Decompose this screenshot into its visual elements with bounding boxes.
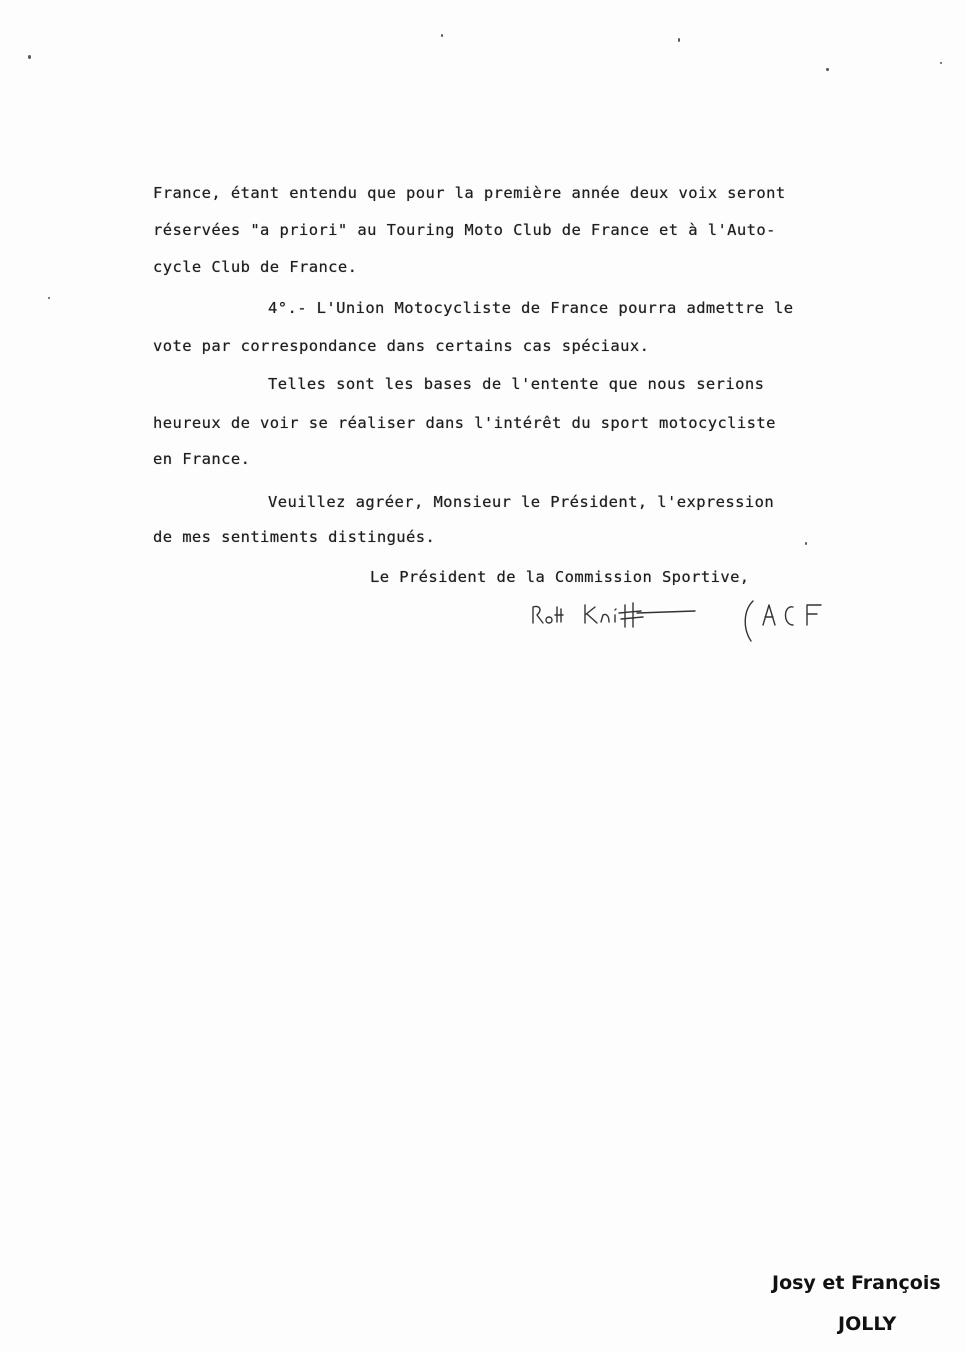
letter-line-5: vote par correspondance dans certains cas spéciaux. [153, 337, 650, 355]
scan-speck [826, 68, 829, 71]
letter-line-10: de mes sentiments distingués. [153, 528, 436, 546]
letter-line-7: heureux de voir se réaliser dans l'intérêt du sport motocycliste [153, 414, 776, 432]
letter-line-3: cycle Club de France. [153, 258, 358, 276]
scan-speck [940, 62, 942, 64]
scan-speck [28, 55, 31, 59]
scan-speck [441, 34, 443, 37]
handwritten-signature [525, 595, 845, 645]
letter-line-4: 4°.- L'Union Motocycliste de France pourra admettre le [268, 299, 794, 317]
credits-surname: JOLLY [838, 1313, 897, 1335]
letter-line-9: Veuillez agréer, Monsieur le Président, l'expression [268, 493, 775, 511]
letter-line-8: en France. [153, 450, 251, 468]
credits-names: Josy et François [772, 1272, 941, 1294]
scan-speck [48, 297, 50, 299]
letter-line-2: réservées "a priori" au Touring Moto Club de France et à l'Auto- [153, 221, 776, 239]
letter-line-1: France, étant entendu que pour la première année deux voix seront [153, 184, 786, 202]
scan-speck [805, 542, 807, 545]
closing-title: Le Président de la Commission Sportive, [370, 568, 750, 586]
scan-speck [678, 38, 680, 42]
letter-line-6: Telles sont les bases de l'entente que nous serions [268, 375, 765, 393]
